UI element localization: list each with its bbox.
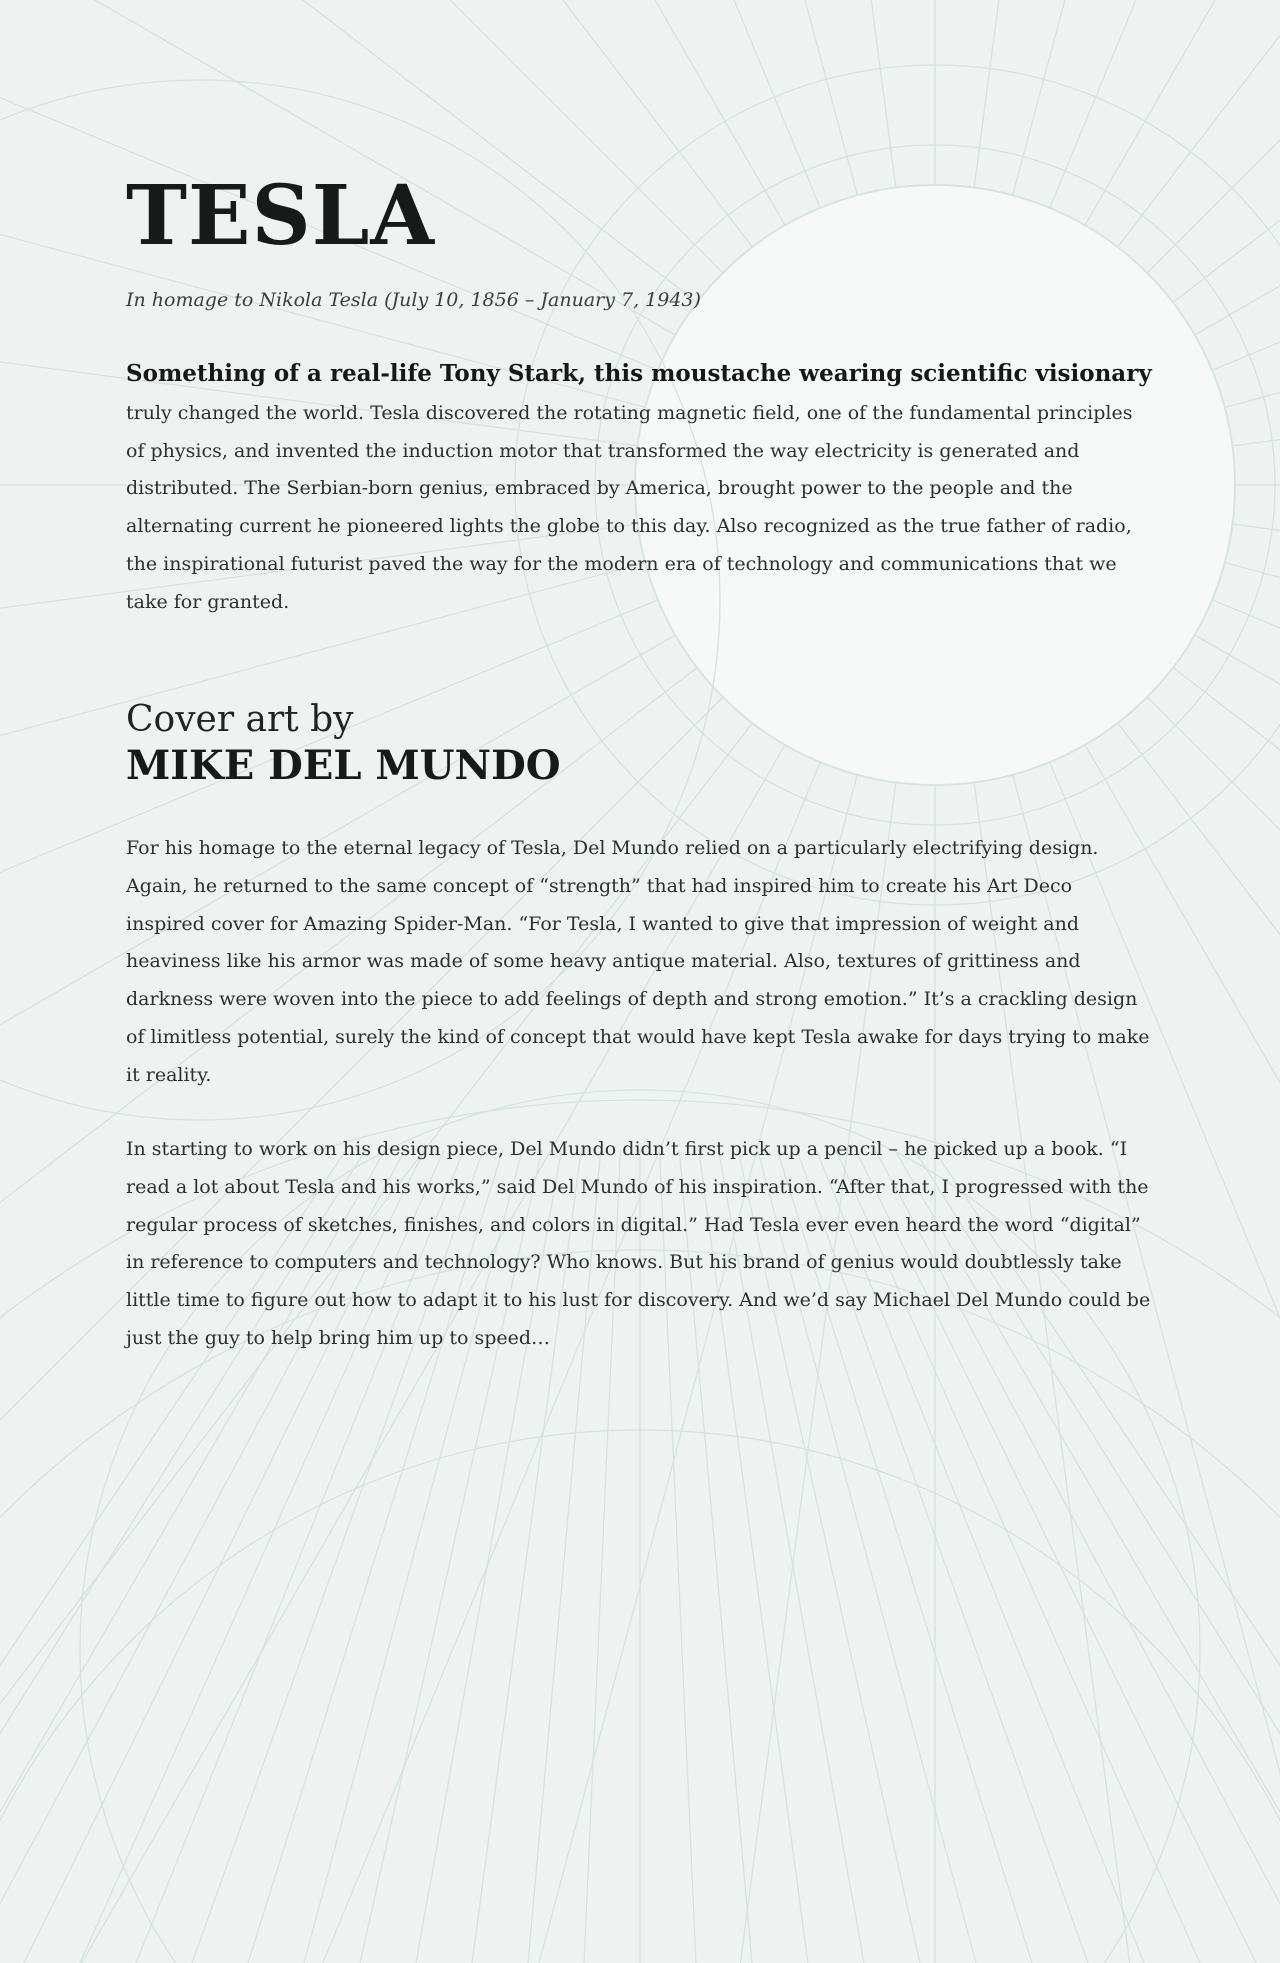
intro-lead: Something of a real-life Tony Stark, this moustache wearing scientific visionary	[126, 360, 1152, 387]
intro-body: truly changed the world. Tesla discovered the rotating magnetic field, one of the fundamental principles of physics, and invented the induction motor that transformed the way electricity is generated and distributed. The Serbian-born genius, embraced by America, brought power to the people and the alternating current he pioneered lights the globe to this day. Also recognized as the true father of radio, the inspirational futurist paved the way for the modern era of technology and communications that we take for granted.	[126, 401, 1133, 613]
page-title: TESLA	[126, 168, 436, 264]
cover-art-paragraph-2: In starting to work on his design piece, Del Mundo didn’t first pick up a pencil – he picked up a book. “I read a lot about Tesla and his works,” said Del Mundo of his inspiration. “After that, I progressed with the regular process of sketches, finishes, and colors in digital.” Had Tesla ever even heard the word “digital” in reference to computers and technology? Who knows. But his brand of genius would doubtlessly take little time to figure out how to adapt it to his lust for discovery. And we’d say Michael Del Mundo could be just the guy to help bring him up to speed…	[126, 1138, 1151, 1349]
cover-art-paragraph-1: For his homage to the eternal legacy of Tesla, Del Mundo relied on a particularly electrifying design. Again, he returned to the same concept of “strength” that had inspired him to create his Art Deco inspired cover for Amazing Spider-Man. “For Tesla, I wanted to give that impression of weight and heaviness like his armor was made of some heavy antique material. Also, textures of grittiness and darkness were woven into the piece to add feelings of depth and strong emotion.” It’s a crackling design of limitless potential, surely the kind of concept that would have kept Tesla awake for days trying to make it reality.	[126, 837, 1150, 1086]
intro-paragraph	[126, 355, 1156, 622]
artist-name: MIKE DEL MUNDO	[126, 742, 561, 789]
section-heading-prefix: Cover art by	[126, 699, 354, 740]
subtitle: In homage to Nikola Tesla (July 10, 1856 – January 7, 1943)	[126, 289, 701, 311]
